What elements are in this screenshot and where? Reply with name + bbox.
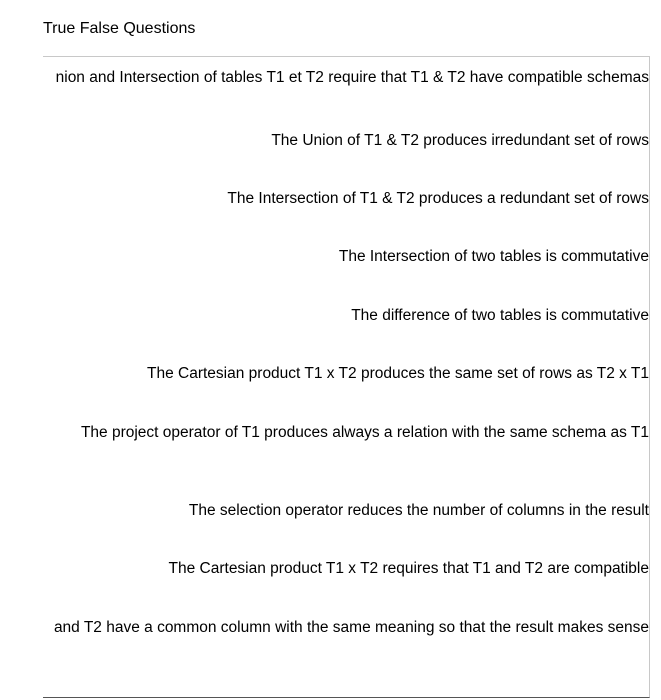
question-item[interactable]: nion and Intersection of tables T1 et T2 require that T1 & T2 have compatible schemas (55, 69, 649, 86)
question-item[interactable]: The Union of T1 & T2 produces irredundant set of rows (271, 132, 649, 149)
question-item[interactable]: The difference of two tables is commutative (351, 307, 649, 324)
question-item[interactable]: The project operator of T1 produces always a relation with the same schema as T1 (80, 424, 649, 441)
question-item[interactable]: The Cartesian product T1 x T2 requires that T1 and T2 are compatible (168, 560, 649, 577)
question-item[interactable]: The selection operator reduces the number of columns in the result (188, 502, 649, 519)
question-item[interactable]: and T2 have a common column with the same meaning so that the result makes sense (53, 619, 649, 636)
question-item[interactable]: The Cartesian product T1 x T2 produces the same set of rows as T2 x T1 (147, 365, 649, 382)
question-item[interactable]: The Intersection of two tables is commutative (338, 248, 649, 265)
question-item[interactable]: The Intersection of T1 & T2 produces a redundant set of rows (227, 190, 649, 207)
question-panel (43, 56, 650, 698)
page-title: True False Questions (43, 20, 196, 37)
